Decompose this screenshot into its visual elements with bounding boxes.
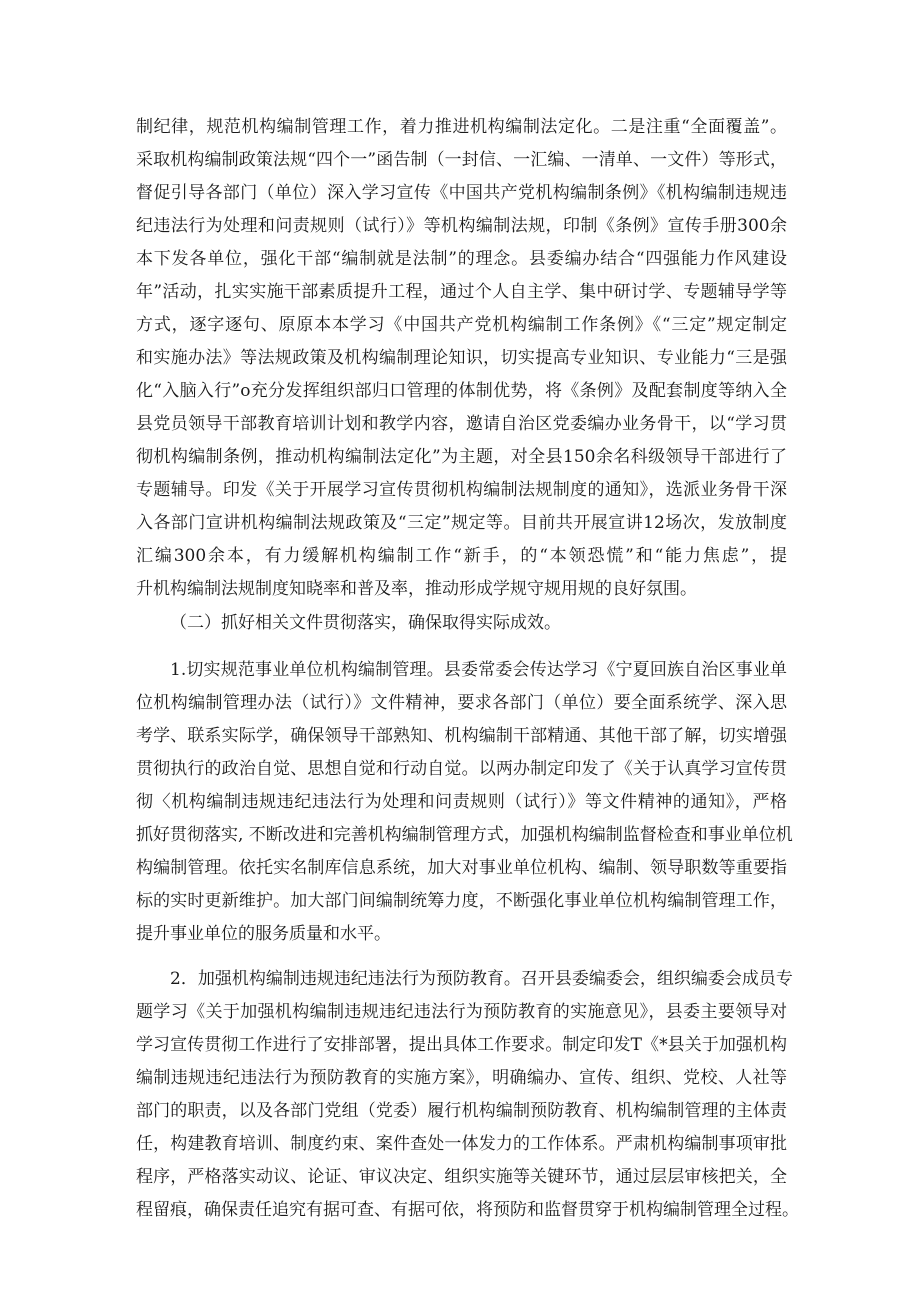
text-line: 题学习《关于加强机构编制违规违纪违法行为预防教育的实施意见》，县委主要领导对: [136, 1002, 787, 1022]
text-line: 方式，逐字逐句、原原本本学习《中国共产党机构编制工作条例》《“三定”规定制定: [136, 315, 787, 335]
text-line: 县党员领导干部教育培训计划和教学内容，邀请自治区党委编办业务骨干，以“学习贯: [136, 414, 787, 434]
text-line: 督促引导各部门（单位）深入学习宣传《中国共产党机构编制条例》《机构编制违规违: [136, 183, 787, 203]
text-line: 纪违法行为处理和问责规则（试行）》等机构编制法规，印制《条例》宣传手册300余: [136, 216, 787, 236]
text-line: 年”活动，扎实实施干部素质提升工程，通过个人自主学、集中研讨学、专题辅导学等: [136, 282, 787, 302]
text-line: 考学、联系实际学，确保领导干部熟知、机构编制干部精通、其他干部了解，切实增强: [136, 726, 787, 746]
text-line: 升机构编制法规制度知晓率和普及率，推动形成学规守规用规的良好氛围。: [136, 579, 697, 599]
text-line: 程序，严格落实动议、论证、审议决定、组织实施等关键环节，通过层层审核把关，全: [136, 1167, 787, 1187]
text-line: 部门的职责，以及各部门党组（党委）履行机构编制预防教育、机构编制管理的主体责: [136, 1101, 787, 1121]
text-line: 制纪律，规范机构编制管理工作，着力推进机构编制法定化。二是注重“全面覆盖”。: [136, 117, 787, 137]
text-line: 1.切实规范事业单位机构编制管理。县委常委会传达学习《宁夏回族自治区事业单: [170, 660, 787, 680]
text-line: 2．加强机构编制违规违纪违法行为预防教育。召开县委编委会，组织编委会成员专: [170, 969, 793, 989]
text-line: 专题辅导。印发《关于开展学习宣传贯彻机构编制法规制度的通知》，选派业务骨干深: [136, 480, 787, 500]
text-line: 学习宣传贯彻工作进行了安排部署，提出具体工作要求。制定印发T《*县关于加强机构: [136, 1035, 787, 1055]
text-line: 位机构编制管理办法（试行）》文件精神，要求各部门（单位）要全面系统学、深入思: [136, 693, 787, 713]
text-line: 抓好贯彻落实, 不断改进和完善机构编制管理方式，加强机构编制监督检查和事业单位机: [136, 825, 793, 845]
text-line: 贯彻执行的政治自觉、思想自觉和行动自觉。以两办制定印发了《关于认真学习宣传贯: [136, 759, 787, 779]
text-line: 和实施办法》等法规政策及机构编制理论知识，切实提高专业知识、专业能力“三是强: [136, 348, 787, 368]
text-line: 构编制管理。依托实名制库信息系统，加大对事业单位机构、编制、领导职数等重要指: [136, 858, 787, 878]
text-line: 编制违规违纪违法行为预防教育的实施方案》，明确编办、宣传、组织、党校、人社等: [136, 1068, 787, 1088]
text-line: 程留痕，确保责任追究有据可查、有据可依，将预防和监督贯穿于机构编制管理全过程。: [136, 1200, 799, 1220]
text-line: 任，构建教育培训、制度约束、案件查处一体发力的工作体系。严肃机构编制事项审批: [136, 1134, 787, 1154]
text-line: 本下发各单位，强化干部“编制就是法制”的理念。县委编办结合“四强能力作风建设: [136, 249, 787, 269]
text-line: 汇编300余本，有力缓解机构编制工作“新手，的“本领恐慌”和“能力焦虑”，提: [136, 546, 787, 566]
text-line: 入各部门宣讲机构编制法规政策及“三定”规定等。目前共开展宣讲12场次，发放制度: [136, 513, 787, 533]
text-line: 彻机构编制条例，推动机构编制法定化”为主题，对全县150余名科级领导干部进行了: [136, 447, 787, 467]
text-line: 标的实时更新维护。加大部门间编制统筹力度，不断强化事业单位机构编制管理工作，: [136, 891, 787, 911]
text-line: 彻〈机构编制违规违纪违法行为处理和问责规则（试行）》等文件精神的通知》，严格: [136, 792, 787, 812]
text-line: （二）抓好相关文件贯彻落实，确保取得实际成效。: [170, 613, 561, 633]
text-line: 提升事业单位的服务质量和水平。: [136, 924, 391, 944]
text-line: 采取机构编制政策法规“四个一”函告制（一封信、一汇编、一清单、一文件）等形式，: [136, 150, 787, 170]
text-line: 化“入脑入行”o充分发挥组织部归口管理的体制优势，将《条例》及配套制度等纳入全: [136, 381, 787, 401]
